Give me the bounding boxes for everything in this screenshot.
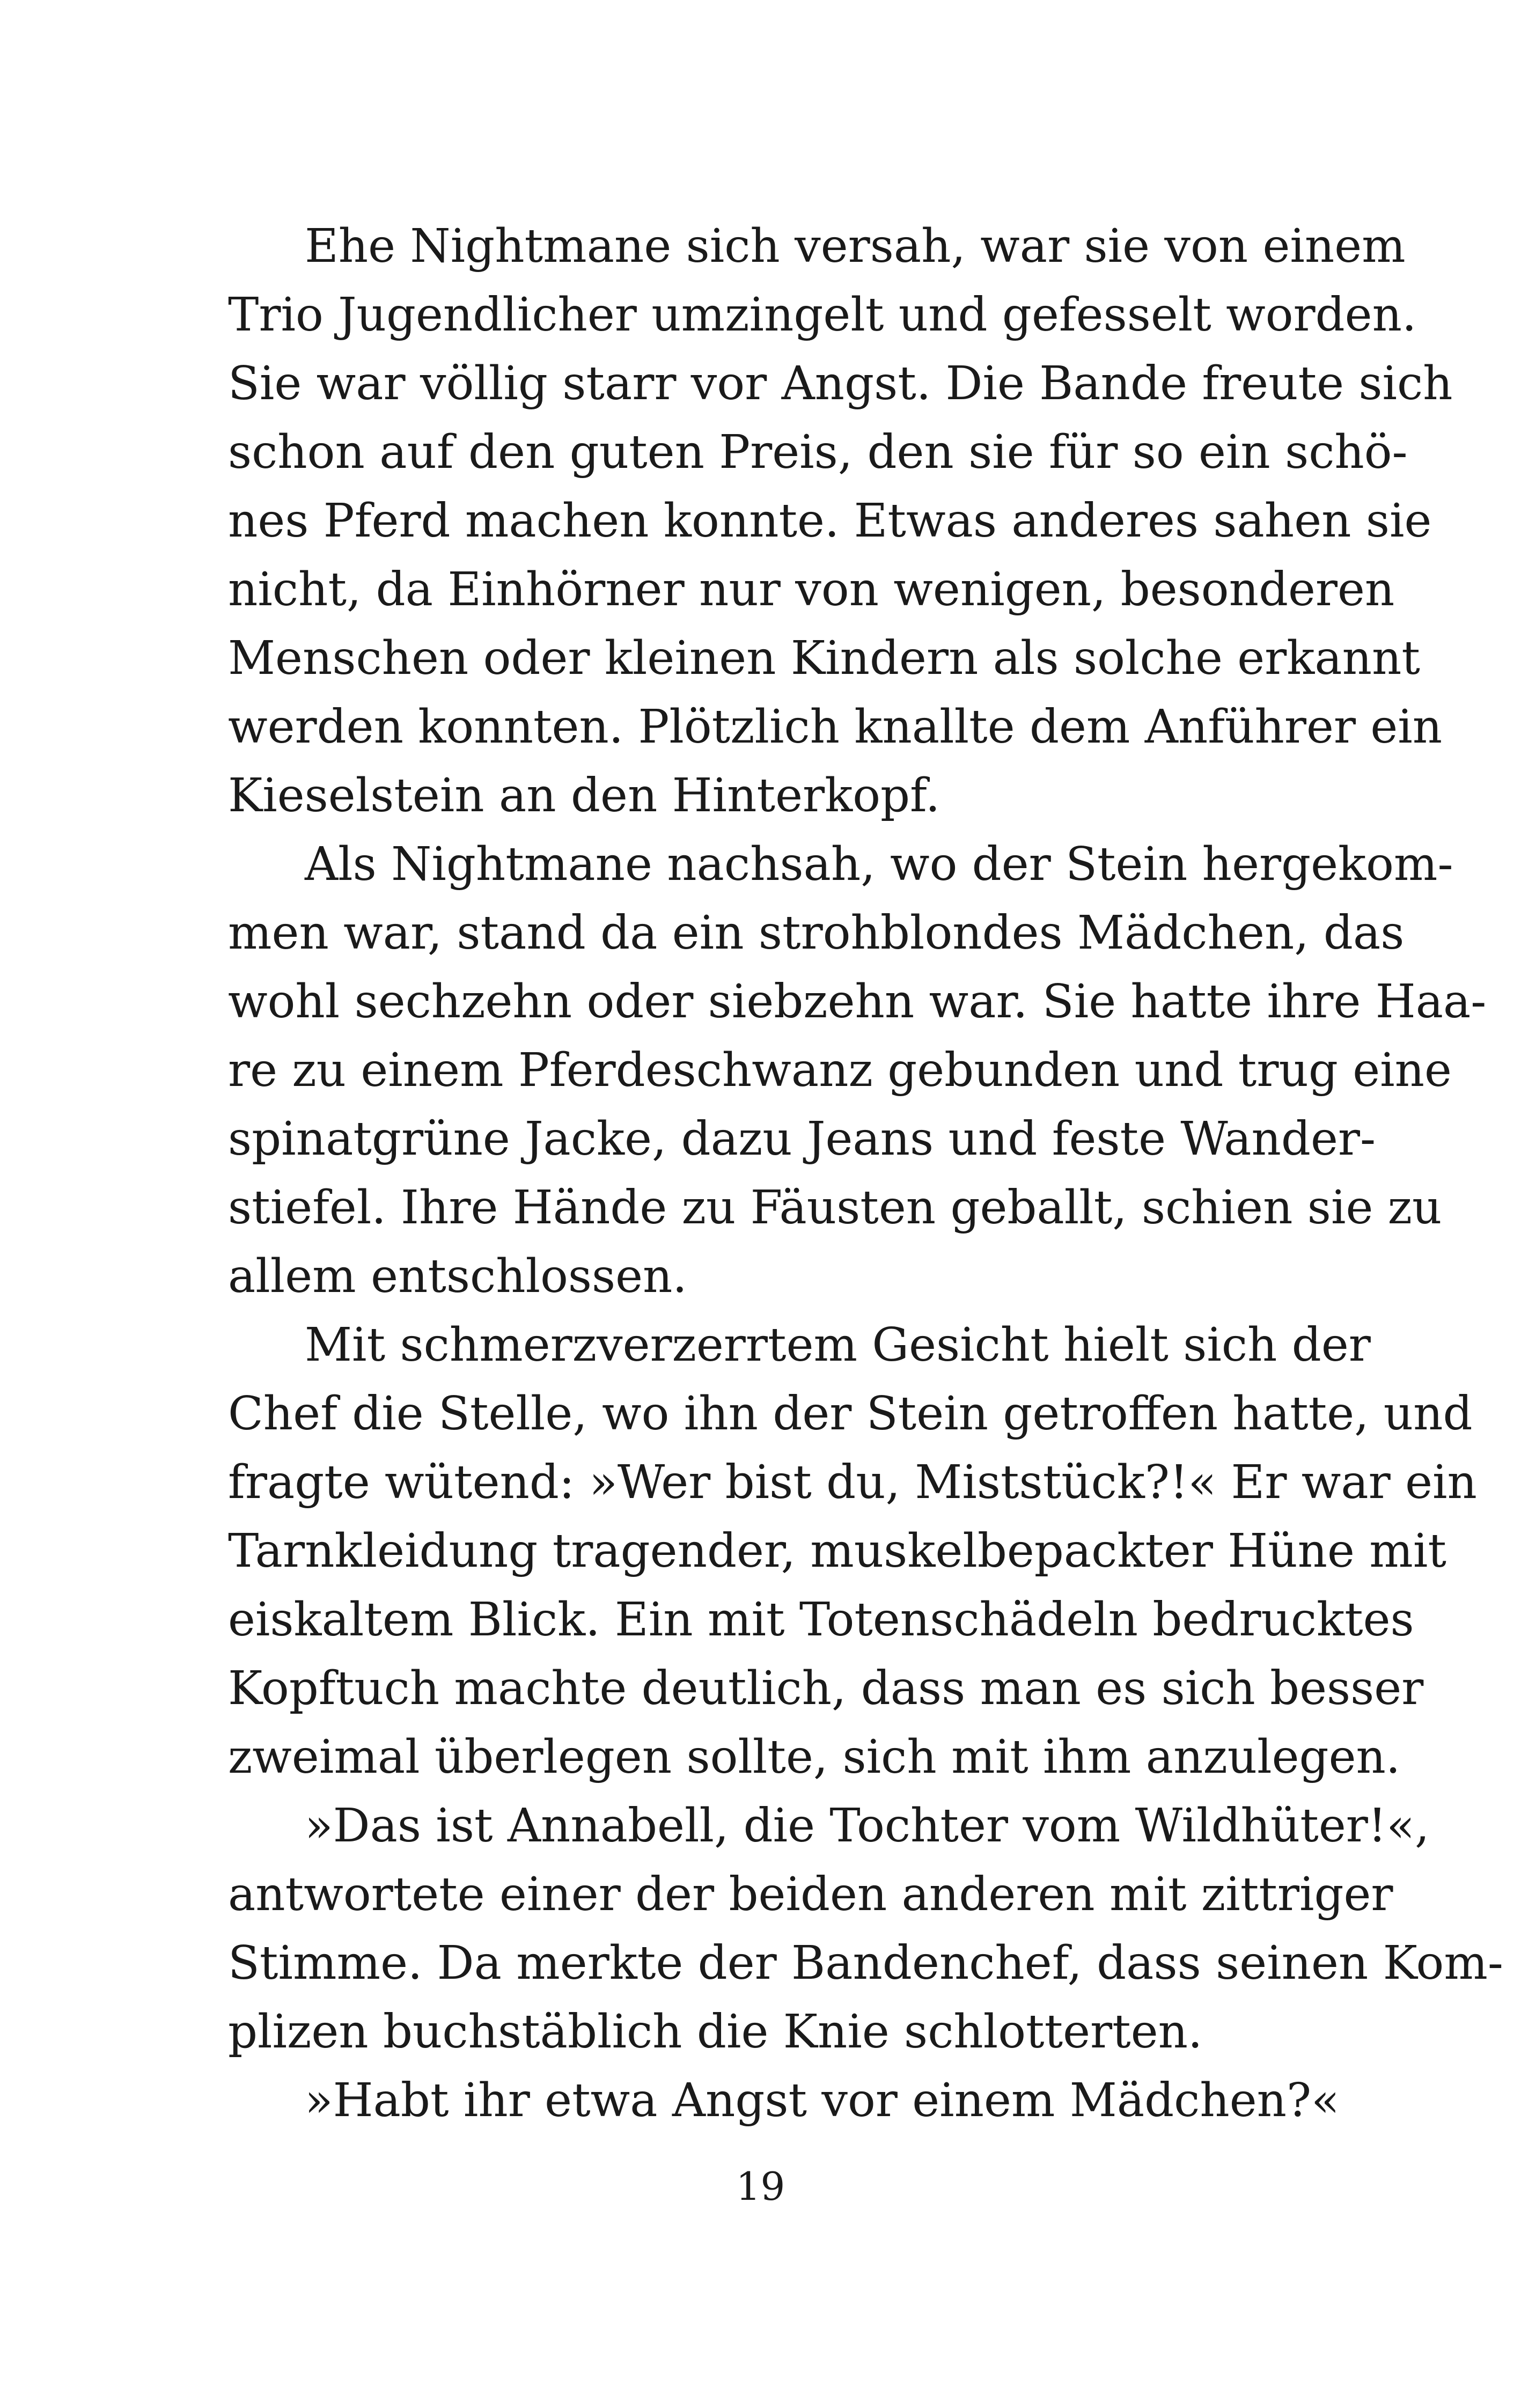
text-line: Ehe Nightmane sich versah, war sie von einem: [305, 219, 1406, 273]
text-line: Als Nightmane nachsah, wo der Stein hergekom-: [305, 838, 1453, 891]
text-line: Kopftuch machte deutlich, dass man es sich besser: [228, 1662, 1424, 1715]
text-line: Stimme. Da merkte der Bandenchef, dass seinen Kom-: [228, 1936, 1503, 1990]
text-line: plizen buchstäblich die Knie schlotterten.: [228, 2005, 1203, 2059]
text-line: antwortete einer der beiden anderen mit zittriger: [228, 1868, 1393, 1921]
text-line: fragte wütend: »Wer bist du, Miststück?!« Er war ein: [228, 1456, 1477, 1509]
text-line: »Habt ihr etwa Angst vor einem Mädchen?«: [305, 2074, 1340, 2127]
text-line: »Das ist Annabell, die Tochter vom Wildhüter!«,: [305, 1799, 1430, 1853]
text-line: Trio Jugendlicher umzingelt und gefesselt worden.: [228, 288, 1417, 342]
text-line: Kieselstein an den Hinterkopf.: [228, 769, 940, 823]
text-line: men war, stand da ein strohblondes Mädchen, das: [228, 906, 1405, 960]
text-line: Mit schmerzverzerrtem Gesicht hielt sich der: [305, 1318, 1371, 1372]
text-line: eiskaltem Blick. Ein mit Totenschädeln bedrucktes: [228, 1593, 1414, 1647]
text-line: Chef die Stelle, wo ihn der Stein getroffen hatte, und: [228, 1387, 1473, 1441]
page-number: 19: [736, 2164, 785, 2209]
text-line: werden konnten. Plötzlich knallte dem Anführer ein: [228, 700, 1443, 754]
text-line: nicht, da Einhörner nur von wenigen, besonderen: [228, 563, 1395, 616]
text-line: Tarnkleidung tragender, muskelbepackter Hüne mit: [228, 1524, 1446, 1578]
text-line: allem entschlossen.: [228, 1250, 687, 1303]
text-line: zweimal überlegen sollte, sich mit ihm anzulegen.: [228, 1730, 1401, 1784]
text-line: Menschen oder kleinen Kindern als solche erkannt: [228, 632, 1420, 685]
text-line: wohl sechzehn oder siebzehn war. Sie hatte ihre Haa-: [228, 975, 1487, 1029]
text-line: stiefel. Ihre Hände zu Fäusten geballt, schien sie zu: [228, 1181, 1442, 1235]
text-line: re zu einem Pferdeschwanz gebunden und trug eine: [228, 1044, 1452, 1097]
text-line: Sie war völlig starr vor Angst. Die Bande freute sich: [228, 357, 1453, 410]
text-line: nes Pferd machen konnte. Etwas anderes sahen sie: [228, 494, 1432, 548]
text-line: spinatgrüne Jacke, dazu Jeans und feste Wander-: [228, 1112, 1376, 1166]
text-line: schon auf den guten Preis, den sie für so ein schö-: [228, 425, 1408, 479]
body-text: [228, 212, 1503, 2135]
